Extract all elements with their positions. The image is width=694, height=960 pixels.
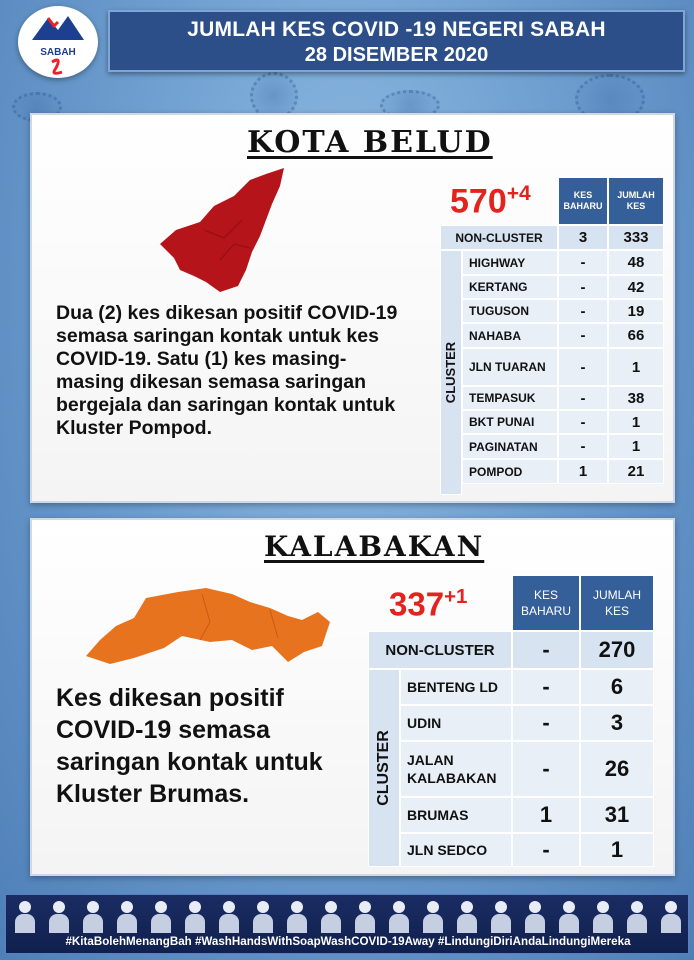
cluster-row-new: - [558, 299, 608, 323]
cluster-row-total: 1 [608, 434, 664, 459]
person-icon [490, 899, 512, 933]
person-icon [456, 899, 478, 933]
kota-belud-map [154, 160, 294, 300]
district-title: KOTA BELUD [247, 125, 493, 160]
footer-banner [5, 894, 689, 954]
non-cluster-new: 3 [558, 225, 608, 250]
non-cluster-total: 270 [580, 631, 654, 669]
cluster-row-label: NAHABA [462, 323, 558, 348]
cluster-row-total: 1 [608, 410, 664, 434]
cluster-row-new: 1 [512, 797, 580, 833]
person-icon [524, 899, 546, 933]
hashtags: #KitaBolehMenangBah #WashHandsWithSoapWashCOVID-19Away #LindungiDiriAndaLindungiMereka [65, 935, 631, 948]
new-cases-value: +1 [444, 585, 468, 608]
cluster-side-label: CLUSTER [440, 250, 462, 495]
person-icon [422, 899, 444, 933]
person-icon [184, 899, 206, 933]
cluster-row-total: 19 [608, 299, 664, 323]
non-cluster-new: - [512, 631, 580, 669]
cluster-row-total: 48 [608, 250, 664, 275]
sabah-logo [18, 6, 98, 78]
cluster-row-new: - [558, 250, 608, 275]
person-icon [558, 899, 580, 933]
kalabakan-table [368, 575, 654, 867]
person-icon [116, 899, 138, 933]
person-icon [218, 899, 240, 933]
header-jumlah-kes: JUMLAH KES [580, 575, 654, 631]
person-icon [286, 899, 308, 933]
cluster-row-total: 6 [580, 669, 654, 705]
logo-label: SABAH [40, 47, 76, 58]
cluster-row-new: - [512, 741, 580, 797]
non-cluster-label: NON-CLUSTER [368, 631, 512, 669]
case-description: Kes dikesan positif COVID-19 semasa saringan kontak untuk Kluster Brumas. [56, 684, 323, 808]
person-icon [252, 899, 274, 933]
person-icon [592, 899, 614, 933]
cluster-row-new: 1 [558, 459, 608, 484]
case-description: Dua (2) kes dikesan positif COVID-19 semasa saringan kontak untuk kes COVID-19. Satu (1) kes masing-masing dikesan semasa saringan bergejala dan saringan kontak untuk Kluster Pompod. [56, 302, 398, 439]
new-cases-value: +4 [506, 182, 531, 205]
district-title: KALABAKAN [264, 530, 485, 563]
non-cluster-label: NON-CLUSTER [440, 225, 558, 250]
cluster-row-new: - [558, 275, 608, 299]
cluster-row-new: - [558, 410, 608, 434]
cluster-row-total: 31 [580, 797, 654, 833]
header-jumlah-kes: JUMLAH KES [608, 177, 664, 225]
cluster-row-label: KERTANG [462, 275, 558, 299]
cluster-row-total: 66 [608, 323, 664, 348]
cluster-row-new: - [512, 669, 580, 705]
cluster-row-label: POMPOD [462, 459, 558, 484]
cluster-row-new: - [512, 833, 580, 867]
cluster-row-label: JALAN KALABAKAN [400, 741, 512, 797]
cluster-row-label: BENTENG LD [400, 669, 512, 705]
cluster-row-new: - [558, 434, 608, 459]
people-illustration [14, 897, 682, 933]
cluster-row-label: BKT PUNAI [462, 410, 558, 434]
cluster-row-total: 21 [608, 459, 664, 484]
person-icon [82, 899, 104, 933]
header-kes-baharu: KES BAHARU [512, 575, 580, 631]
cluster-row-total: 1 [608, 348, 664, 386]
person-icon [48, 899, 70, 933]
cluster-row-total: 3 [580, 705, 654, 741]
cluster-row-total: 26 [580, 741, 654, 797]
page-date: 28 DISEMBER 2020 [304, 44, 489, 66]
header-kes-baharu: KES BAHARU [558, 177, 608, 225]
person-icon [150, 899, 172, 933]
non-cluster-total: 333 [608, 225, 664, 250]
person-icon [14, 899, 36, 933]
cluster-row-label: BRUMAS [400, 797, 512, 833]
cluster-row-label: JLN TUARAN [462, 348, 558, 386]
header-banner [108, 10, 685, 72]
cluster-row-total: 38 [608, 386, 664, 410]
cluster-side-label: CLUSTER [368, 669, 400, 867]
cluster-row-label: TEMPASUK [462, 386, 558, 410]
person-icon [388, 899, 410, 933]
cluster-row-new: - [558, 386, 608, 410]
kalabakan-map [82, 582, 332, 672]
total-value: 570 [450, 182, 507, 221]
cluster-row-new: - [512, 705, 580, 741]
kota-belud-table [440, 177, 664, 495]
kota-belud-panel [30, 113, 675, 503]
cluster-row-total: 1 [580, 833, 654, 867]
cluster-row-new: - [558, 348, 608, 386]
cluster-row-label: JLN SEDCO [400, 833, 512, 867]
cluster-row-label: TUGUSON [462, 299, 558, 323]
person-icon [354, 899, 376, 933]
person-icon [626, 899, 648, 933]
kalabakan-panel [30, 518, 675, 876]
page-title: JUMLAH KES COVID -19 NEGERI SABAH [187, 18, 606, 41]
cluster-row-total: 42 [608, 275, 664, 299]
person-icon [320, 899, 342, 933]
cluster-row-new: - [558, 323, 608, 348]
cluster-row-label: PAGINATAN [462, 434, 558, 459]
person-icon [660, 899, 682, 933]
total-value: 337 [389, 585, 445, 623]
cluster-row-label: HIGHWAY [462, 250, 558, 275]
cluster-row-label: UDIN [400, 705, 512, 741]
